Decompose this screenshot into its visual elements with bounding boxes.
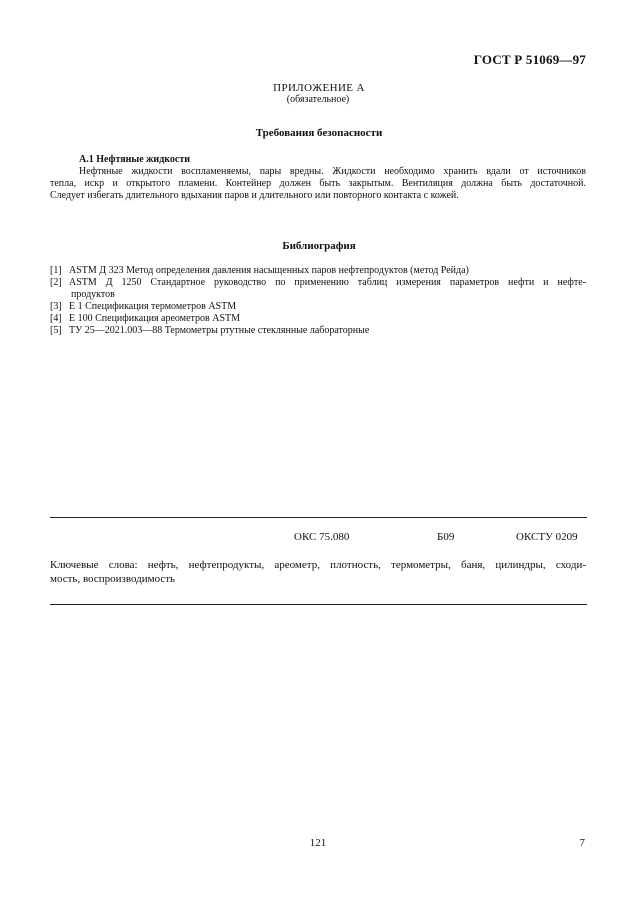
paragraph-line: тепла, искр и открытого пламени. Контейнер должен быть закрытым. Вентиляция должна быть достаточной.: [50, 178, 586, 189]
bibliography-title: Библиография: [282, 240, 356, 252]
bibliography-item-number: [2]: [50, 277, 62, 288]
bibliography-item: [50, 301, 586, 313]
subsection-heading: А.1 Нефтяные жидкости: [79, 154, 190, 165]
group-code: Б09: [437, 531, 455, 543]
oks-code: ОКС 75.080: [294, 531, 350, 543]
keywords-block: [50, 558, 586, 586]
page-number: 121: [309, 837, 327, 849]
bibliography-item-number: [5]: [50, 325, 62, 336]
bibliography-item-number: [1]: [50, 265, 62, 276]
bibliography-item-text: ТУ 25—2021.003—88 Термометры ртутные стеклянные лабораторные: [69, 325, 370, 336]
appendix-status: (обязательное): [286, 94, 350, 105]
bibliography-item: [50, 325, 586, 337]
bibliography-item-text: ASTM Д 323 Метод определения давления насыщенных паров нефтепродуктов (метод Рейда): [69, 265, 469, 276]
keywords-line: Ключевые слова: нефть, нефтепродукты, ареометр, плотность, термометры, баня, цилиндры, сходи-: [50, 559, 586, 571]
paragraph-line: Следует избегать длительного вдыхания паров и длительного или повторного контакта с кожей.: [50, 190, 459, 201]
bibliography-item-text: Е 1 Спецификация термометров ASTM: [69, 301, 237, 312]
divider-bottom: [50, 604, 587, 605]
bibliography-item-text: Е 100 Спецификация ареометров ASTM: [69, 313, 241, 324]
bibliography-item-number: [4]: [50, 313, 62, 324]
side-page-number: 7: [579, 837, 585, 849]
divider-top: [50, 517, 587, 518]
paragraph-line: Нефтяные жидкости воспламеняемы, пары вредны. Жидкости необходимо хранить вдали от источников: [79, 166, 586, 177]
appendix-title: ПРИЛОЖЕНИЕ А: [273, 82, 365, 94]
bibliography-item-continuation: продуктов: [71, 289, 115, 300]
bibliography-list: [50, 265, 586, 337]
bibliography-item: [50, 313, 586, 325]
safety-paragraph: [50, 166, 586, 202]
standard-code: ГОСТ Р 51069—97: [473, 52, 586, 67]
bibliography-item-number: [3]: [50, 301, 62, 312]
okstu-code: ОКСТУ 0209: [516, 531, 578, 543]
safety-section-title: Требования безопасности: [255, 127, 383, 139]
keywords-line: мость, воспроизводимость: [50, 573, 176, 585]
bibliography-item: [50, 265, 586, 277]
bibliography-item-text: ASTM Д 1250 Стандартное руководство по применению таблиц измерения параметров нефти и нефте-: [69, 277, 586, 288]
bibliography-item: [50, 277, 586, 289]
